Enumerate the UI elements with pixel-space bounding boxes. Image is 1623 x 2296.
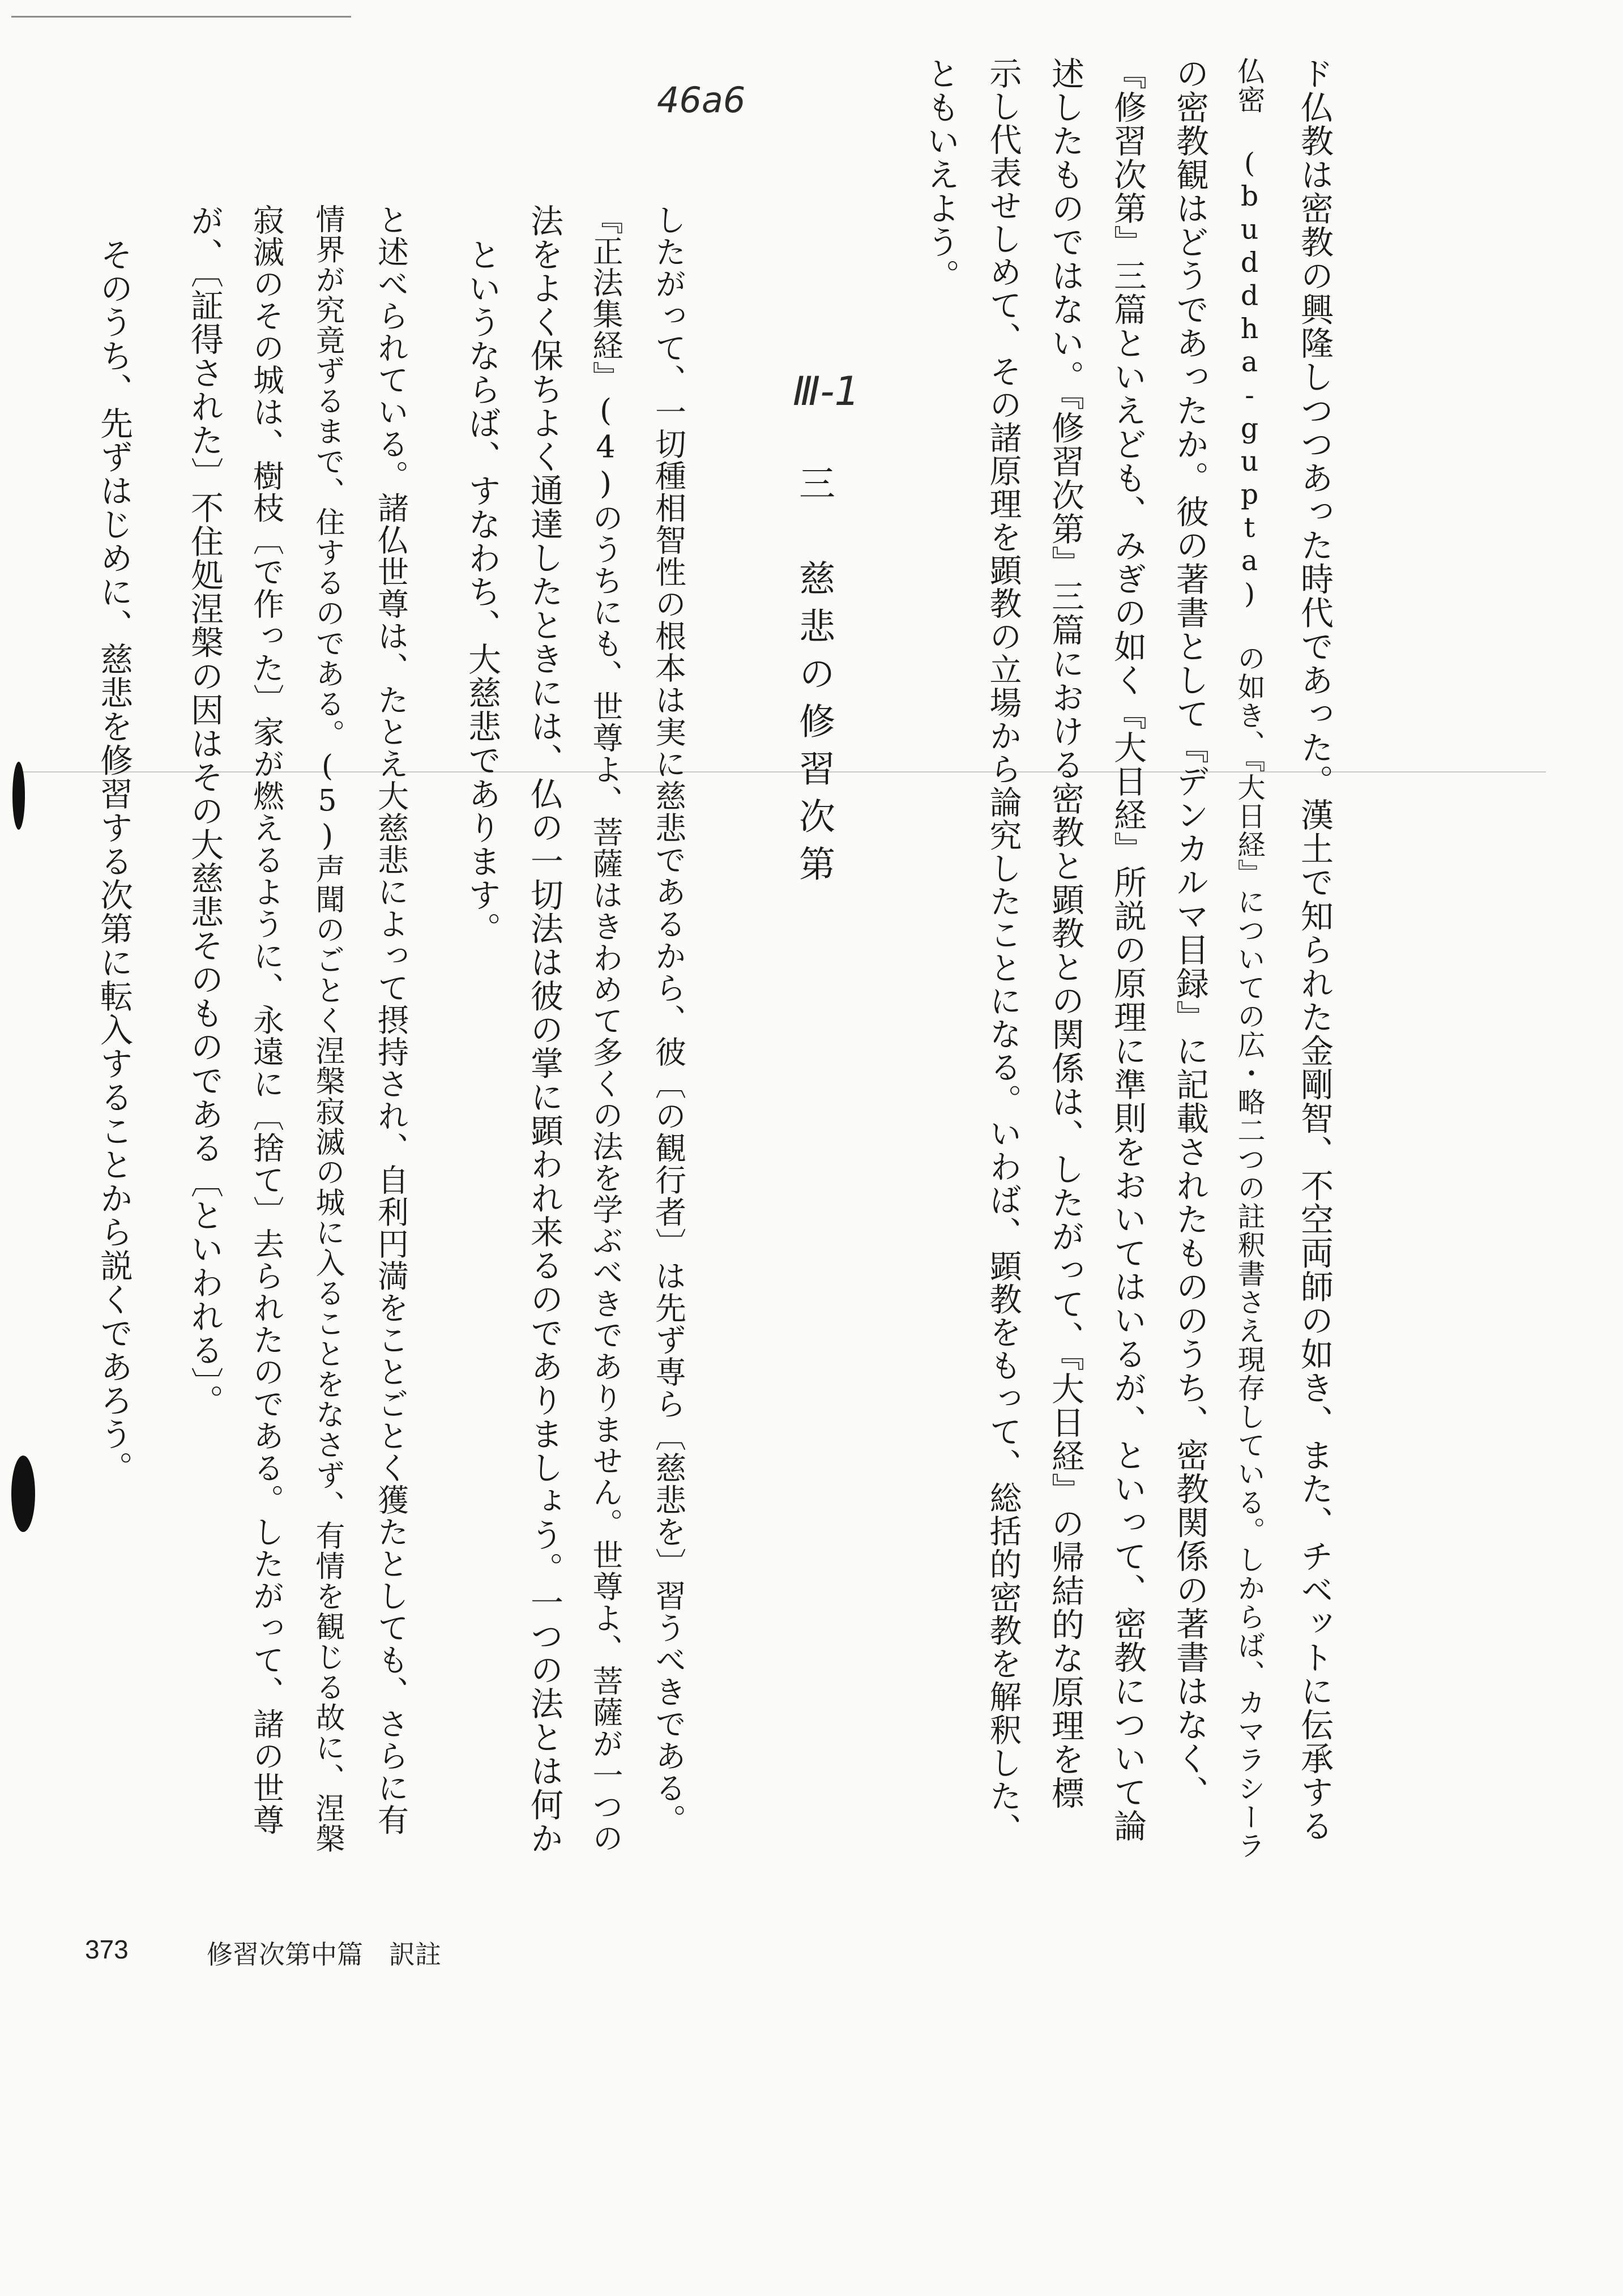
text-column: 『修習次第』三篇といえども、みぎの如く『大日経』所説の原理に準則をおいてはいるが、といって、密教について論: [1108, 57, 1147, 1843]
binding-hole-mark: [12, 762, 25, 830]
text-column: したがって、一切種相智性の根本は実に慈悲であるから、彼〔の観行者〕は先ず専ら〔慈悲を〕習うべきである。: [650, 204, 686, 1836]
text-column: というならば、すなわち、大慈悲であります。: [463, 238, 501, 946]
text-column: そのうち、先ずはじめに、慈悲を修習する次第に転入することから説くであろう。: [95, 238, 133, 1485]
text-column: 法をよく保ちよく通達したときには、仏の一切法は彼の掌に顕われ来るのでありましょう。一つの法とは何か: [525, 204, 563, 1855]
text-column: が、〔証得された〕不住処涅槃の因はその大慈悲そのものである〔といわれる〕。: [185, 204, 224, 1418]
text-column: 情界が究竟ずるまで、住するのである。(5)声聞のごとく涅槃寂滅の城に入ることをなさず、有情を観じる故に、涅槃: [310, 204, 344, 1854]
text-column: 『正法集経』(4)のうちにも、世尊よ、菩薩はきわめて多くの法を学ぶべきでありません。世尊よ、菩薩が一つの: [588, 204, 623, 1854]
binding-hole-mark: [11, 1456, 35, 1532]
handwritten-reference: 46a6: [657, 79, 746, 121]
handwritten-section-mark: Ⅲ-1: [793, 368, 860, 415]
text-column: ド仏教は密教の興隆しつつあった時代であった。漢土で知られた金剛智、不空両師の如き、また、チベットに伝承する: [1295, 57, 1334, 1843]
text-column: 寂滅のその城は、樹枝〔で作った〕家が燃えるように、永遠に〔捨て〕去られたのである。したがって、諸の世尊: [248, 204, 284, 1836]
page-number: 373: [85, 1935, 129, 1964]
text-column: と述べられている。諸仏世尊は、たとえ大慈悲によって摂持され、自利円満をことごとく獲たとしても、さらに有: [373, 204, 409, 1836]
text-column: 述したものではない。『修習次第』三篇における密教と顕教との関係は、したがって、『大日経』の帰結的な原理を標: [1046, 57, 1084, 1810]
text-column: 仏密 (buddha-gupta) の如き、『大日経』についての広・略二つの註釈書さえ現存している。しからば、カマラシーラ: [1233, 57, 1266, 1860]
scan-top-rule: [11, 16, 351, 18]
running-title: 修習次第中篇 訳註: [207, 1940, 441, 1969]
text-column: の密教観はどうであったか。彼の著書として『デンカルマ目録』に記載されたもののうち、密教関係の著書はなく、: [1171, 57, 1209, 1809]
text-column: ともいえよう。: [921, 57, 960, 293]
text-column: 示し代表せしめて、その諸原理を顕教の立場から論究したことになる。いわば、顕教をもって、総括的密教を解釈した、: [984, 57, 1022, 1846]
section-heading: 三 慈悲の修習次第: [793, 464, 835, 893]
